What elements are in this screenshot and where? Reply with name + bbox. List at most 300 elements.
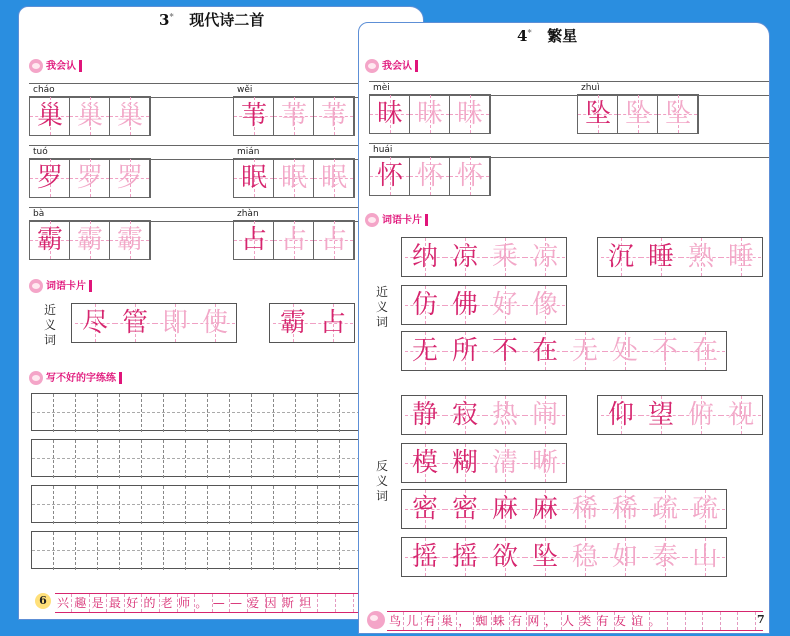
vocab-char-example: 纳 (411, 242, 438, 272)
section-vocab-left (29, 277, 92, 293)
practice-cell[interactable] (120, 486, 142, 524)
pinyin-text: zhuì (581, 83, 600, 93)
tianzige-cell[interactable] (641, 396, 681, 434)
tianzige-cell[interactable] (605, 538, 645, 576)
char-example: 坠 (584, 99, 611, 129)
practice-cell[interactable] (230, 440, 252, 478)
vocab-char-example: 管 (121, 308, 148, 338)
practice-cell[interactable] (164, 394, 186, 432)
tianzige-cell[interactable] (30, 97, 70, 135)
footer-quote-right (387, 611, 763, 631)
char-trace: 苇 (280, 101, 307, 131)
practice-cell[interactable] (32, 394, 54, 432)
char-grid (29, 220, 151, 260)
vocab-char-trace: 闹 (531, 400, 558, 430)
lesson-title-right: 4* 繁星 (517, 27, 578, 45)
practice-cell[interactable] (186, 532, 208, 570)
tianzige-cell[interactable] (405, 286, 445, 324)
footer-cell (178, 594, 195, 612)
practice-cell[interactable] (252, 532, 274, 570)
tianzige-cell[interactable] (525, 286, 565, 324)
footer-cell (528, 612, 545, 630)
practice-cell[interactable] (32, 532, 54, 570)
vocab-char-trace: 在 (691, 336, 718, 366)
tianzige-cell[interactable] (525, 490, 565, 528)
practice-cell[interactable] (54, 486, 76, 524)
lesson-title-left: 3* 现代诗二首 (159, 11, 265, 29)
practice-cell[interactable] (142, 486, 164, 524)
tianzige-cell[interactable] (445, 238, 485, 276)
vocab-card (401, 285, 567, 325)
pinyin-text: mèi (373, 83, 390, 93)
tianzige-cell[interactable] (605, 332, 645, 370)
vocab-char-example: 麻 (531, 494, 558, 524)
footer-cell (739, 612, 756, 630)
footer-cell (422, 612, 439, 630)
practice-cell[interactable] (120, 532, 142, 570)
tianzige-cell[interactable] (410, 95, 450, 133)
practice-cell[interactable] (76, 486, 98, 524)
tianzige-cell[interactable] (445, 286, 485, 324)
vocab-char-trace: 稀 (611, 494, 638, 524)
tianzige-cell[interactable] (155, 304, 195, 342)
footer-cell (301, 594, 318, 612)
pinyin-text: mián (237, 147, 260, 157)
tianzige-cell[interactable] (721, 396, 761, 434)
pinyin-text: huái (373, 145, 393, 155)
vocab-char-example: 密 (451, 494, 478, 524)
vocab-char-trace: 如 (611, 542, 638, 572)
practice-cell[interactable] (318, 440, 340, 478)
vocab-char-example: 沉 (607, 242, 634, 272)
char-trace: 巢 (76, 101, 103, 131)
vocab-char-trace: 稀 (571, 494, 598, 524)
practice-cell[interactable] (142, 440, 164, 478)
synonym-label-left: 近 义 词 (43, 303, 56, 347)
footer-cell (704, 612, 721, 630)
tianzige-cell[interactable] (485, 444, 525, 482)
tianzige-cell[interactable] (641, 238, 681, 276)
right-page (358, 22, 770, 634)
tianzige-cell[interactable] (405, 490, 445, 528)
char-example: 巢 (36, 101, 63, 131)
footer-cell (161, 594, 178, 612)
char-trace: 眠 (280, 163, 307, 193)
vocab-char-example: 摇 (411, 542, 438, 572)
vocab-char-example: 糊 (451, 448, 478, 478)
tianzige-cell[interactable] (645, 332, 685, 370)
vocab-char-example: 欲 (491, 542, 518, 572)
vocab-char-example: 坠 (531, 542, 558, 572)
tianzige-cell[interactable] (565, 490, 605, 528)
vocab-char-trace: 像 (531, 290, 558, 320)
tianzige-cell[interactable] (110, 159, 150, 197)
section-label: 我会认 (382, 61, 412, 72)
vocab-char-example: 望 (647, 400, 674, 430)
vocab-char-trace: 疏 (691, 494, 718, 524)
practice-cell[interactable] (54, 440, 76, 478)
char-grid (233, 158, 355, 198)
footer-cell (213, 594, 230, 612)
tianzige-cell[interactable] (30, 221, 70, 259)
footer-cell (73, 594, 90, 612)
pinyin-text: wěi (237, 85, 253, 95)
vocab-char-trace: 无 (571, 336, 598, 366)
char-trace: 昧 (416, 99, 443, 129)
vocab-char-trace: 稳 (571, 542, 598, 572)
pinyin-text: cháo (33, 85, 55, 95)
tianzige-cell[interactable] (485, 286, 525, 324)
girl-icon (365, 59, 379, 73)
char-row (29, 83, 409, 147)
practice-row[interactable] (31, 485, 411, 523)
char-example: 昧 (376, 99, 403, 129)
footer-cell (108, 594, 125, 612)
practice-cell[interactable] (98, 532, 120, 570)
char-trace: 昧 (456, 99, 483, 129)
tianzige-cell[interactable] (645, 538, 685, 576)
char-trace: 怀 (416, 161, 443, 191)
tianzige-cell[interactable] (450, 95, 490, 133)
practice-cell[interactable] (76, 440, 98, 478)
vocab-char-example: 凉 (451, 242, 478, 272)
footer-cell (319, 594, 336, 612)
tianzige-cell[interactable] (234, 97, 274, 135)
footer-cell (440, 612, 457, 630)
vocab-char-trace: 好 (491, 290, 518, 320)
tianzige-cell[interactable] (565, 332, 605, 370)
practice-cell[interactable] (318, 532, 340, 570)
tianzige-cell[interactable] (70, 97, 110, 135)
practice-cell[interactable] (296, 440, 318, 478)
tianzige-cell[interactable] (601, 238, 641, 276)
char-trace: 罗 (76, 163, 103, 193)
char-row (369, 143, 769, 207)
practice-cell[interactable] (252, 440, 274, 478)
practice-cell[interactable] (252, 394, 274, 432)
tianzige-cell[interactable] (485, 490, 525, 528)
char-trace: 坠 (624, 99, 651, 129)
practice-cell[interactable] (32, 440, 54, 478)
section-label: 我会认 (46, 61, 76, 72)
tianzige-cell[interactable] (274, 97, 314, 135)
tianzige-cell[interactable] (70, 221, 110, 259)
tianzige-cell[interactable] (110, 97, 150, 135)
char-trace: 霸 (76, 225, 103, 255)
vocab-char-example: 所 (451, 336, 478, 366)
char-trace: 罗 (116, 163, 143, 193)
char-grid (29, 96, 151, 136)
vocab-char-trace: 山 (691, 542, 718, 572)
char-trace: 霸 (116, 225, 143, 255)
tianzige-cell[interactable] (445, 538, 485, 576)
tianzige-cell[interactable] (685, 490, 725, 528)
vocab-char-example: 尽 (81, 308, 108, 338)
pinyin-text: tuó (33, 147, 48, 157)
practice-row[interactable] (31, 439, 411, 477)
practice-cell[interactable] (208, 394, 230, 432)
lesson-title-text: 现代诗二首 (189, 11, 265, 29)
footer-cell (143, 594, 160, 612)
tianzige-cell[interactable] (525, 396, 565, 434)
vocab-char-example: 无 (411, 336, 438, 366)
vocab-card (71, 303, 237, 343)
practice-cell[interactable] (274, 440, 296, 478)
practice-cell[interactable] (208, 532, 230, 570)
tianzige-cell[interactable] (313, 304, 353, 342)
char-trace: 占 (280, 225, 307, 255)
tianzige-cell[interactable] (681, 396, 721, 434)
vocab-char-trace: 疏 (651, 494, 678, 524)
vocab-char-trace: 凉 (531, 242, 558, 272)
practice-cell[interactable] (98, 394, 120, 432)
practice-cell[interactable] (164, 440, 186, 478)
vocab-char-example: 仰 (607, 400, 634, 430)
tianzige-cell[interactable] (445, 332, 485, 370)
tianzige-cell[interactable] (525, 238, 565, 276)
practice-cell[interactable] (186, 394, 208, 432)
char-example: 苇 (240, 101, 267, 131)
tianzige-cell[interactable] (618, 95, 658, 133)
practice-cell[interactable] (54, 394, 76, 432)
practice-cell[interactable] (296, 532, 318, 570)
tianzige-cell[interactable] (445, 490, 485, 528)
practice-cell[interactable] (318, 486, 340, 524)
tianzige-cell[interactable] (645, 490, 685, 528)
tianzige-cell[interactable] (195, 304, 235, 342)
practice-cell[interactable] (230, 394, 252, 432)
char-trace: 坠 (664, 99, 691, 129)
practice-cell[interactable] (296, 394, 318, 432)
vocab-char-trace: 使 (201, 308, 228, 338)
vocab-char-example: 密 (411, 494, 438, 524)
practice-row[interactable] (31, 393, 411, 431)
footer-cell (125, 594, 142, 612)
tianzige-cell[interactable] (605, 490, 645, 528)
practice-cell[interactable] (54, 532, 76, 570)
practice-cell[interactable] (230, 532, 252, 570)
practice-cell[interactable] (318, 394, 340, 432)
section-vocab-right (365, 211, 428, 227)
synonym-label-right: 近 义 词 (375, 285, 388, 329)
char-row (29, 207, 409, 271)
girl-icon (29, 59, 43, 73)
tianzige-cell[interactable] (410, 157, 450, 195)
section-label: 写不好的字练练 (46, 373, 116, 384)
practice-cell[interactable] (208, 486, 230, 524)
antonym-label-right: 反 义 词 (375, 459, 388, 503)
tianzige-cell[interactable] (525, 444, 565, 482)
tianzige-cell[interactable] (405, 444, 445, 482)
footer-cell (633, 612, 650, 630)
practice-cell[interactable] (120, 394, 142, 432)
section-recognize-right (365, 57, 418, 73)
vocab-char-example: 麻 (491, 494, 518, 524)
tianzige-cell[interactable] (405, 332, 445, 370)
vocab-char-example: 摇 (451, 542, 478, 572)
practice-cell[interactable] (186, 486, 208, 524)
practice-cell[interactable] (32, 486, 54, 524)
practice-cell[interactable] (98, 486, 120, 524)
footer-cell (55, 594, 72, 612)
tianzige-cell[interactable] (70, 159, 110, 197)
tianzige-cell[interactable] (110, 221, 150, 259)
tianzige-cell[interactable] (721, 238, 761, 276)
tianzige-cell[interactable] (685, 538, 725, 576)
vocab-card (597, 395, 763, 435)
footer-cell (457, 612, 474, 630)
vocab-char-example: 模 (411, 448, 438, 478)
practice-cell[interactable] (296, 486, 318, 524)
tianzige-cell[interactable] (445, 444, 485, 482)
tianzige-cell[interactable] (445, 396, 485, 434)
tianzige-cell[interactable] (314, 221, 354, 259)
vocab-char-trace: 处 (611, 336, 638, 366)
section-practice (29, 369, 122, 385)
practice-cell[interactable] (76, 532, 98, 570)
practice-cell[interactable] (164, 486, 186, 524)
footer-cell (387, 612, 404, 630)
vocab-char-example: 仿 (411, 290, 438, 320)
vocab-char-example: 静 (411, 400, 438, 430)
footer-cell (284, 594, 301, 612)
tianzige-cell[interactable] (525, 538, 565, 576)
vocab-card (401, 237, 567, 277)
char-example: 占 (240, 225, 267, 255)
footer-cell (475, 612, 492, 630)
vocab-card (401, 331, 727, 371)
vocab-char-trace: 视 (727, 400, 754, 430)
practice-cell[interactable] (186, 440, 208, 478)
lesson-number: 4 (517, 27, 528, 45)
char-grid (577, 94, 699, 134)
practice-cell[interactable] (98, 440, 120, 478)
practice-cell[interactable] (164, 532, 186, 570)
char-grid (233, 220, 355, 260)
practice-cell[interactable] (274, 486, 296, 524)
char-grid (233, 96, 355, 136)
vocab-card (401, 537, 727, 577)
tianzige-cell[interactable] (681, 238, 721, 276)
footer-cell (545, 612, 562, 630)
vocab-char-example: 寂 (451, 400, 478, 430)
vocab-char-trace: 泰 (651, 542, 678, 572)
tianzige-cell[interactable] (485, 396, 525, 434)
vocab-char-example: 不 (491, 336, 518, 366)
vocab-char-trace: 熟 (687, 242, 714, 272)
char-trace: 怀 (456, 161, 483, 191)
footer-quote-text: 鸟儿有巢，蜘蛛有网，人类有友谊。 (389, 614, 666, 628)
vocab-char-trace: 热 (491, 400, 518, 430)
page-number-left: 6 (35, 593, 51, 609)
footer-cell (721, 612, 738, 630)
tianzige-cell[interactable] (685, 332, 725, 370)
tianzige-cell[interactable] (314, 97, 354, 135)
tianzige-cell[interactable] (75, 304, 115, 342)
vocab-card (597, 237, 763, 277)
pinyin-text: zhàn (237, 209, 259, 219)
tianzige-cell[interactable] (485, 538, 525, 576)
pinyin-text: bà (33, 209, 45, 219)
practice-row[interactable] (31, 531, 411, 569)
practice-cell[interactable] (274, 394, 296, 432)
tianzige-cell[interactable] (485, 238, 525, 276)
page-number-right: 7 (757, 613, 765, 626)
char-grid (369, 156, 491, 196)
tianzige-cell[interactable] (405, 238, 445, 276)
vocab-card (401, 395, 567, 435)
tianzige-cell[interactable] (274, 221, 314, 259)
footer-cell (686, 612, 703, 630)
footer-cell (196, 594, 213, 612)
vocab-char-trace: 即 (161, 308, 188, 338)
tianzige-cell[interactable] (450, 157, 490, 195)
vocab-char-example: 在 (531, 336, 558, 366)
char-row (369, 81, 769, 145)
practice-cell[interactable] (120, 440, 142, 478)
tianzige-cell[interactable] (405, 396, 445, 434)
vocab-char-trace: 不 (651, 336, 678, 366)
tianzige-cell[interactable] (234, 159, 274, 197)
tianzige-cell[interactable] (601, 396, 641, 434)
section-label: 词语卡片 (46, 281, 86, 292)
tianzige-cell[interactable] (578, 95, 618, 133)
girl-icon (365, 213, 379, 227)
tianzige-cell[interactable] (30, 159, 70, 197)
footer-cell (581, 612, 598, 630)
char-grid (369, 94, 491, 134)
char-trace: 眠 (320, 163, 347, 193)
lesson-title-text: 繁星 (547, 27, 578, 45)
tianzige-cell[interactable] (370, 157, 410, 195)
tianzige-cell[interactable] (658, 95, 698, 133)
footer-cell (598, 612, 615, 630)
tianzige-cell[interactable] (314, 159, 354, 197)
tianzige-cell[interactable] (525, 332, 565, 370)
practice-cell[interactable] (142, 394, 164, 432)
practice-cell[interactable] (142, 532, 164, 570)
tianzige-cell[interactable] (485, 332, 525, 370)
practice-cell[interactable] (76, 394, 98, 432)
tianzige-cell[interactable] (273, 304, 313, 342)
footer-cell (90, 594, 107, 612)
char-trace: 巢 (116, 101, 143, 131)
tianzige-cell[interactable] (370, 95, 410, 133)
girl-icon (29, 371, 43, 385)
vocab-card (269, 303, 355, 343)
practice-cell[interactable] (274, 532, 296, 570)
tianzige-cell[interactable] (274, 159, 314, 197)
footer-cell (651, 612, 668, 630)
section-label: 词语卡片 (382, 215, 422, 226)
lesson-number: 3 (159, 11, 170, 29)
char-example: 罗 (36, 163, 63, 193)
vocab-card (401, 489, 727, 529)
tianzige-cell[interactable] (115, 304, 155, 342)
girl-icon (367, 611, 385, 629)
practice-cell[interactable] (252, 486, 274, 524)
tianzige-cell[interactable] (234, 221, 274, 259)
char-grid (29, 158, 151, 198)
practice-cell[interactable] (230, 486, 252, 524)
char-row (29, 145, 409, 209)
footer-cell (405, 612, 422, 630)
practice-cell[interactable] (208, 440, 230, 478)
char-example: 怀 (376, 161, 403, 191)
tianzige-cell[interactable] (565, 538, 605, 576)
vocab-char-trace: 乘 (491, 242, 518, 272)
tianzige-cell[interactable] (405, 538, 445, 576)
